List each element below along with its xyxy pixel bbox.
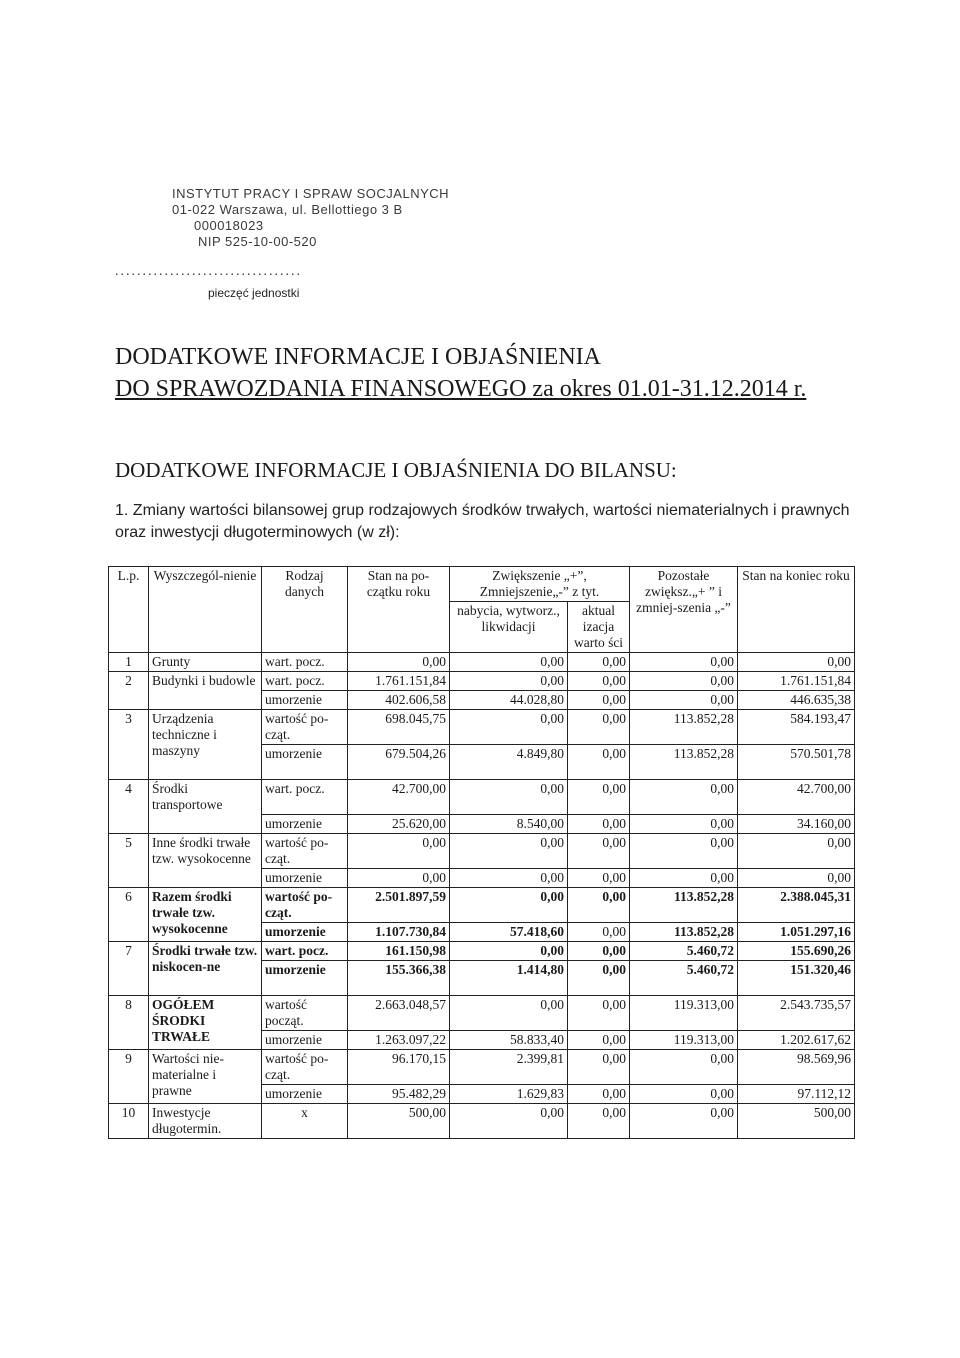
- row-item: Razem środki trwałe tzw. wysokocenne: [149, 888, 262, 942]
- cell-revaluation: 0,00: [568, 1085, 630, 1104]
- cell-acquisition: 0,00: [450, 710, 568, 745]
- cell-end: 0,00: [738, 869, 855, 888]
- cell-start: 0,00: [348, 653, 450, 672]
- cell-acquisition: 8.540,00: [450, 815, 568, 834]
- cell-other: 0,00: [630, 869, 738, 888]
- cell-acquisition: 2.399,81: [450, 1050, 568, 1085]
- cell-other: 0,00: [630, 691, 738, 710]
- row-type: wartość począt.: [262, 996, 348, 1031]
- cell-revaluation: 0,00: [568, 672, 630, 691]
- cell-revaluation: 0,00: [568, 869, 630, 888]
- stamp-line: 000018023: [194, 218, 264, 233]
- cell-other: 5.460,72: [630, 942, 738, 961]
- row-lp: 7: [109, 942, 149, 996]
- cell-acquisition: 0,00: [450, 869, 568, 888]
- cell-acquisition: 0,00: [450, 834, 568, 869]
- row-type: umorzenie: [262, 961, 348, 996]
- cell-end: 446.635,38: [738, 691, 855, 710]
- row-type: umorzenie: [262, 923, 348, 942]
- row-type: wart. pocz.: [262, 672, 348, 691]
- stamp-line: 01-022 Warszawa, ul. Bellottiego 3 B: [172, 202, 403, 217]
- row-lp: 8: [109, 996, 149, 1050]
- cell-other: 0,00: [630, 834, 738, 869]
- row-lp: 9: [109, 1050, 149, 1104]
- cell-end: 500,00: [738, 1104, 855, 1139]
- cell-start: 161.150,98: [348, 942, 450, 961]
- cell-other: 119.313,00: [630, 1031, 738, 1050]
- cell-acquisition: 0,00: [450, 942, 568, 961]
- row-item: Inwestycje długotermin.: [149, 1104, 262, 1139]
- cell-other: 113.852,28: [630, 710, 738, 745]
- cell-end: 570.501,78: [738, 745, 855, 780]
- stamp-caption: pieczęć jednostki: [208, 286, 300, 300]
- cell-other: 0,00: [630, 815, 738, 834]
- cell-acquisition: 57.418,60: [450, 923, 568, 942]
- cell-other: 119.313,00: [630, 996, 738, 1031]
- cell-other: 0,00: [630, 1085, 738, 1104]
- cell-other: 113.852,28: [630, 923, 738, 942]
- header-item: Wyszczegól-nienie: [149, 567, 262, 653]
- cell-start: 0,00: [348, 869, 450, 888]
- row-type: wart. pocz.: [262, 653, 348, 672]
- cell-end: 1.051.297,16: [738, 923, 855, 942]
- institution-stamp: [172, 186, 449, 250]
- cell-acquisition: 0,00: [450, 996, 568, 1031]
- cell-end: 151.320,46: [738, 961, 855, 996]
- cell-other: 113.852,28: [630, 888, 738, 923]
- row-type: umorzenie: [262, 1031, 348, 1050]
- cell-start: 1.263.097,22: [348, 1031, 450, 1050]
- stamp-dotted-line: ..................................: [115, 264, 302, 279]
- cell-end: 42.700,00: [738, 780, 855, 815]
- cell-start: 679.504,26: [348, 745, 450, 780]
- row-type: wartość po-cząt.: [262, 1050, 348, 1085]
- cell-end: 1.202.617,62: [738, 1031, 855, 1050]
- row-lp: 5: [109, 834, 149, 888]
- row-lp: 6: [109, 888, 149, 942]
- cell-start: 0,00: [348, 834, 450, 869]
- row-type: umorzenie: [262, 691, 348, 710]
- document-title-period: DO SPRAWOZDANIA FINANSOWEGO za okres 01.01-31.12.2014 r.: [115, 376, 807, 402]
- header-lp: L.p.: [109, 567, 149, 653]
- cell-revaluation: 0,00: [568, 834, 630, 869]
- cell-revaluation: 0,00: [568, 780, 630, 815]
- row-lp: 10: [109, 1104, 149, 1139]
- row-item: Wartości nie-materialne i prawne: [149, 1050, 262, 1104]
- cell-start: 2.501.897,59: [348, 888, 450, 923]
- cell-acquisition: 4.849,80: [450, 745, 568, 780]
- cell-revaluation: 0,00: [568, 996, 630, 1031]
- row-type: wartość po-cząt.: [262, 834, 348, 869]
- row-item: Inne środki trwałe tzw. wysokocenne: [149, 834, 262, 888]
- row-type: umorzenie: [262, 815, 348, 834]
- cell-start: 1.761.151,84: [348, 672, 450, 691]
- cell-acquisition: 58.833,40: [450, 1031, 568, 1050]
- cell-revaluation: 0,00: [568, 691, 630, 710]
- header-start-balance: Stan na po-czątku roku: [348, 567, 450, 653]
- row-lp: 3: [109, 710, 149, 780]
- cell-start: 95.482,29: [348, 1085, 450, 1104]
- section-heading: DODATKOWE INFORMACJE I OBJAŚNIENIA DO BILANSU:: [115, 458, 677, 482]
- cell-acquisition: 1.414,80: [450, 961, 568, 996]
- cell-start: 698.045,75: [348, 710, 450, 745]
- cell-start: 2.663.048,57: [348, 996, 450, 1031]
- cell-end: 98.569,96: [738, 1050, 855, 1085]
- cell-acquisition: 0,00: [450, 780, 568, 815]
- cell-acquisition: 0,00: [450, 1104, 568, 1139]
- cell-other: 0,00: [630, 780, 738, 815]
- cell-end: 2.388.045,31: [738, 888, 855, 923]
- cell-other: 0,00: [630, 1104, 738, 1139]
- cell-revaluation: 0,00: [568, 923, 630, 942]
- cell-revaluation: 0,00: [568, 653, 630, 672]
- row-type: wartość po-cząt.: [262, 888, 348, 923]
- row-item: Środki transportowe: [149, 780, 262, 834]
- cell-revaluation: 0,00: [568, 710, 630, 745]
- cell-start: 1.107.730,84: [348, 923, 450, 942]
- row-item: Grunty: [149, 653, 262, 672]
- cell-acquisition: 44.028,80: [450, 691, 568, 710]
- cell-other: 0,00: [630, 1050, 738, 1085]
- row-type: wartość po-cząt.: [262, 710, 348, 745]
- row-item: Środki trwałe tzw. niskocen-ne: [149, 942, 262, 996]
- cell-revaluation: 0,00: [568, 745, 630, 780]
- header-changes: Zwiększenie „+”, Zmniejszenie„-” z tyt.: [450, 567, 630, 602]
- cell-acquisition: 1.629,83: [450, 1085, 568, 1104]
- cell-end: 155.690,26: [738, 942, 855, 961]
- cell-start: 500,00: [348, 1104, 450, 1139]
- asset-changes-table: [108, 566, 855, 1139]
- row-type: x: [262, 1104, 348, 1139]
- cell-end: 97.112,12: [738, 1085, 855, 1104]
- row-type: umorzenie: [262, 745, 348, 780]
- header-acquisition: nabycia, wytworz., likwidacji: [450, 602, 568, 653]
- cell-acquisition: 0,00: [450, 888, 568, 923]
- cell-revaluation: 0,00: [568, 942, 630, 961]
- cell-start: 96.170,15: [348, 1050, 450, 1085]
- cell-start: 402.606,58: [348, 691, 450, 710]
- cell-end: 584.193,47: [738, 710, 855, 745]
- header-data-type: Rodzaj danych: [262, 567, 348, 653]
- row-item: OGÓŁEM ŚRODKI TRWAŁE: [149, 996, 262, 1050]
- cell-other: 0,00: [630, 672, 738, 691]
- header-end-balance: Stan na koniec roku: [738, 567, 855, 653]
- cell-revaluation: 0,00: [568, 1031, 630, 1050]
- cell-end: 34.160,00: [738, 815, 855, 834]
- document-title: DODATKOWE INFORMACJE I OBJAŚNIENIA: [115, 344, 601, 370]
- cell-revaluation: 0,00: [568, 1104, 630, 1139]
- cell-other: 0,00: [630, 653, 738, 672]
- header-revaluation: aktual izacja warto ści: [568, 602, 630, 653]
- section-paragraph: 1. Zmiany wartości bilansowej grup rodzajowych środków trwałych, wartości niematerialnych i prawnych oraz inwestycji długoterminowych (w zł):: [115, 502, 850, 541]
- cell-revaluation: 0,00: [568, 961, 630, 996]
- cell-revaluation: 0,00: [568, 815, 630, 834]
- row-lp: 4: [109, 780, 149, 834]
- stamp-line: INSTYTUT PRACY I SPRAW SOCJALNYCH: [172, 186, 450, 201]
- cell-end: 2.543.735,57: [738, 996, 855, 1031]
- cell-end: 1.761.151,84: [738, 672, 855, 691]
- cell-start: 155.366,38: [348, 961, 450, 996]
- cell-revaluation: 0,00: [568, 888, 630, 923]
- cell-other: 113.852,28: [630, 745, 738, 780]
- row-type: wart. pocz.: [262, 780, 348, 815]
- cell-end: 0,00: [738, 834, 855, 869]
- cell-revaluation: 0,00: [568, 1050, 630, 1085]
- row-type: umorzenie: [262, 1085, 348, 1104]
- stamp-line: NIP 525-10-00-520: [198, 234, 317, 249]
- row-type: wart. pocz.: [262, 942, 348, 961]
- row-type: umorzenie: [262, 869, 348, 888]
- row-item: Urządzenia techniczne i maszyny: [149, 710, 262, 780]
- cell-acquisition: 0,00: [450, 672, 568, 691]
- cell-other: 5.460,72: [630, 961, 738, 996]
- cell-acquisition: 0,00: [450, 653, 568, 672]
- row-item: Budynki i budowle: [149, 672, 262, 710]
- row-lp: 2: [109, 672, 149, 710]
- cell-start: 25.620,00: [348, 815, 450, 834]
- header-other: Pozostałe zwiększ.„+ ” i zmniej-szenia „-”: [630, 567, 738, 653]
- cell-end: 0,00: [738, 653, 855, 672]
- row-lp: 1: [109, 653, 149, 672]
- cell-start: 42.700,00: [348, 780, 450, 815]
